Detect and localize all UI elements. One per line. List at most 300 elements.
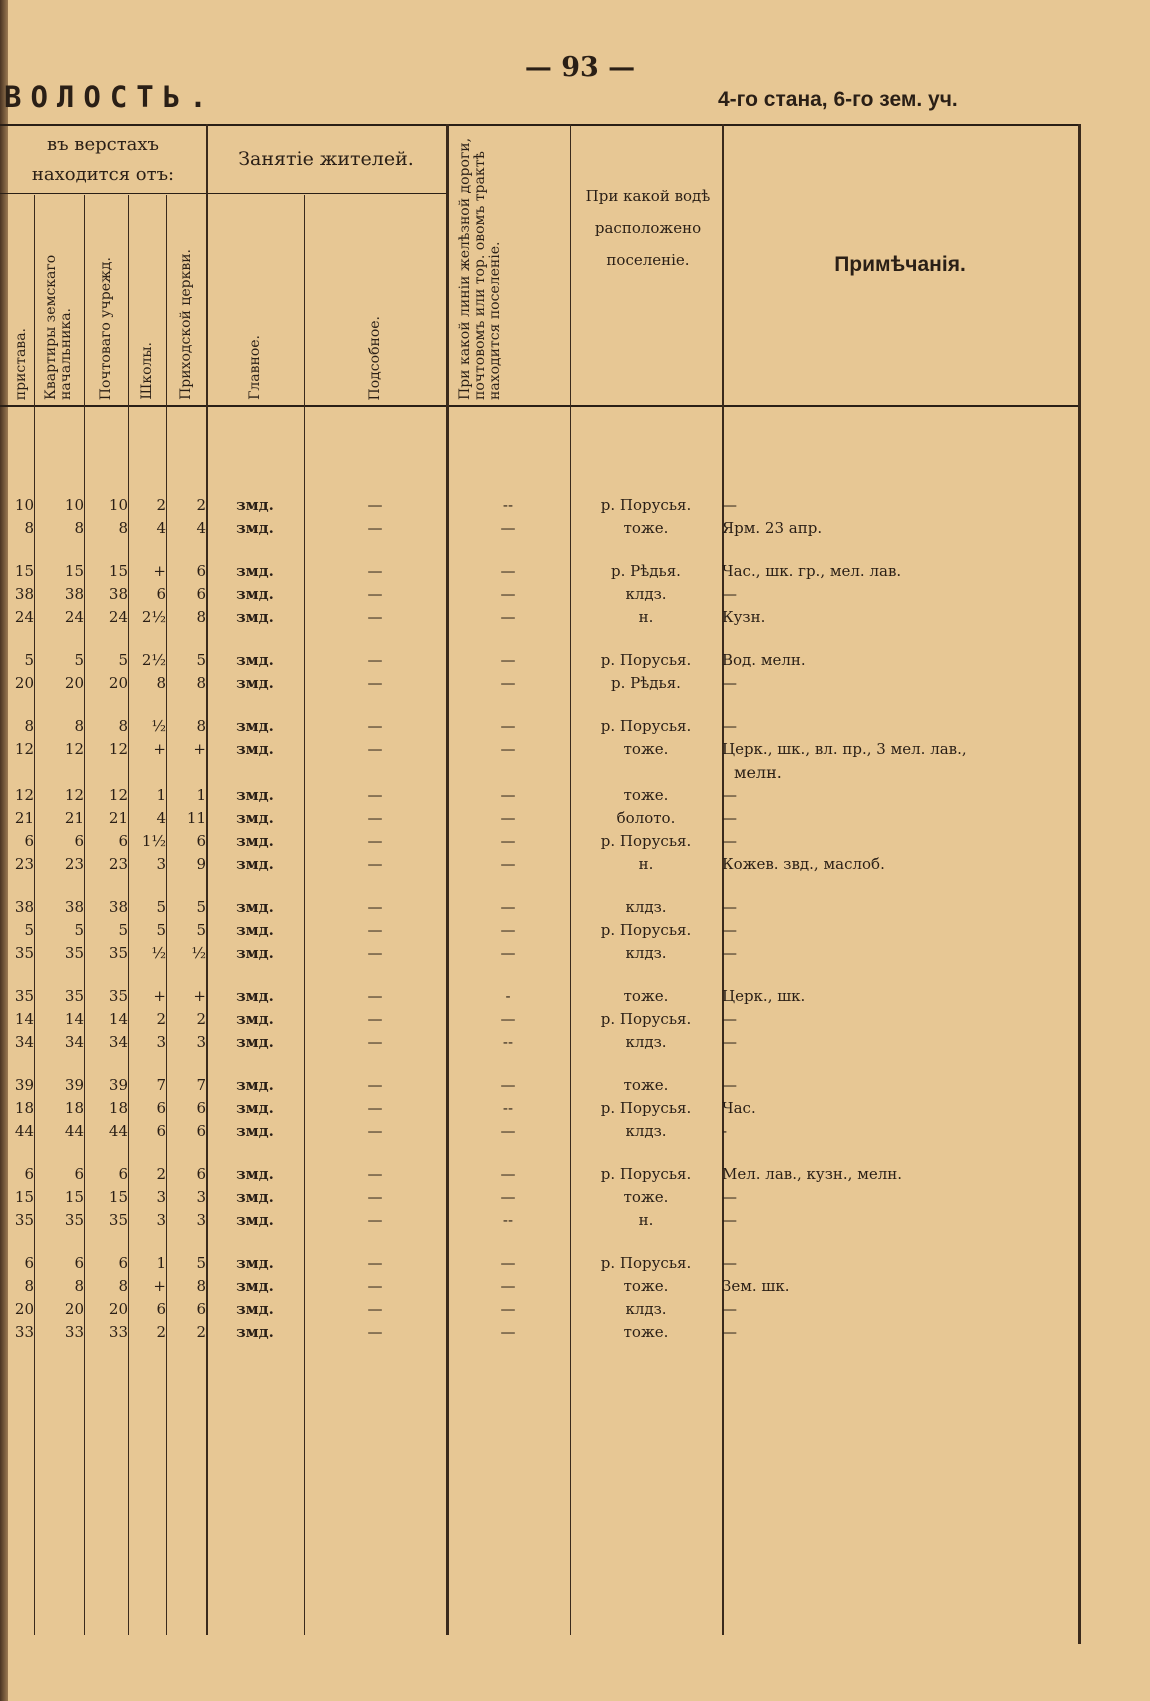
table-gap-row <box>0 1232 1078 1252</box>
main-occupation: змд. <box>236 740 274 758</box>
water-body: р. Порусья. <box>600 1165 692 1183</box>
table-gap-row <box>0 965 1078 985</box>
railway-route: — <box>500 674 516 692</box>
notes-cell: - <box>722 1122 728 1140</box>
zemsky-distance: 35 <box>64 987 84 1005</box>
main-occupation: змд. <box>236 1300 274 1318</box>
notes-cell: — <box>722 832 737 850</box>
notes-cell: Церк., шк. <box>722 987 806 1005</box>
pristav-header: пристава. <box>12 327 29 400</box>
notes-cell: Час., шк. гр., мел. лав. <box>722 562 902 580</box>
notes-cell: — <box>722 809 737 827</box>
school-distance: ½ <box>151 717 166 735</box>
main-occupation: змд. <box>236 1099 274 1117</box>
school-distance: ½ <box>151 944 166 962</box>
main-occupation: змд. <box>236 674 274 692</box>
railway-route: — <box>500 809 516 827</box>
table-row <box>0 942 1078 965</box>
table-row <box>0 784 1078 807</box>
water-body: р. Порусья. <box>600 651 692 669</box>
pristav-distance: 8 <box>24 717 34 735</box>
table-row <box>0 1298 1078 1321</box>
table-row <box>0 517 1078 540</box>
school-distance: 3 <box>156 855 166 873</box>
aux-occupation: — <box>367 562 383 580</box>
aux-occupation: — <box>367 1254 383 1272</box>
school-distance: 7 <box>156 1076 166 1094</box>
table-row <box>0 985 1078 1008</box>
church-distance: 6 <box>196 1122 206 1140</box>
aux-occupation: — <box>367 496 383 514</box>
pristav-distance: 6 <box>24 1165 34 1183</box>
railway-route: — <box>500 1323 516 1341</box>
school-distance: + <box>153 1277 166 1295</box>
pristav-distance: 12 <box>14 740 34 758</box>
main-occupation: змд. <box>236 809 274 827</box>
water-body: р. Порусья. <box>600 1010 692 1028</box>
post-distance: 14 <box>108 1010 128 1028</box>
header-bottom-rule <box>0 405 1078 407</box>
aux-occupation: — <box>367 585 383 603</box>
aux-occupation: — <box>367 809 383 827</box>
aux-occupation: — <box>367 1211 383 1229</box>
school-distance: 5 <box>156 921 166 939</box>
post-distance: 21 <box>108 809 128 827</box>
zemsky-distance: 14 <box>64 1010 84 1028</box>
pristav-distance: 10 <box>14 496 34 514</box>
table-row <box>0 1097 1078 1120</box>
church-distance: 3 <box>196 1211 206 1229</box>
table-row <box>0 1252 1078 1275</box>
pristav-distance: 14 <box>14 1010 34 1028</box>
notes-cell: — <box>722 898 737 916</box>
distance-group-rule <box>0 193 206 194</box>
header-top-rule <box>0 124 1078 126</box>
church-distance: 8 <box>196 674 206 692</box>
main-occupation: змд. <box>236 1323 274 1341</box>
main-occupation: змд. <box>236 585 274 603</box>
post-distance: 38 <box>108 898 128 916</box>
notes-cell: — <box>722 585 737 603</box>
railway-route: — <box>500 921 516 939</box>
railway-route: -- <box>502 1033 514 1051</box>
main-occupation: змд. <box>236 1122 274 1140</box>
pristav-distance: 33 <box>14 1323 34 1341</box>
railway-route: — <box>500 1122 516 1140</box>
water-body: р. Рѣдья. <box>611 674 681 692</box>
church-distance: 8 <box>196 1277 206 1295</box>
church-distance: 9 <box>196 855 206 873</box>
main-occupation: змд. <box>236 1033 274 1051</box>
church-distance: 5 <box>196 898 206 916</box>
church-distance: 1 <box>196 786 206 804</box>
zemsky-distance: 15 <box>64 562 84 580</box>
zemsky-distance: 35 <box>64 944 84 962</box>
table-row <box>0 560 1078 583</box>
occupation-header: Занятіе жителей. <box>238 148 414 170</box>
railway-route: — <box>500 1277 516 1295</box>
table-row <box>0 853 1078 876</box>
distance-group-header: въ верстахъ находится отъ: <box>31 134 175 185</box>
church-distance: + <box>193 987 206 1005</box>
water-body: тоже. <box>623 1188 669 1206</box>
notes-cell: — <box>722 674 737 692</box>
pristav-distance: 35 <box>14 1211 34 1229</box>
church-header: Приходской церкви. <box>177 249 194 400</box>
water-body: р. Порусья. <box>600 832 692 850</box>
zemsky-distance: 18 <box>64 1099 84 1117</box>
post-distance: 8 <box>118 1277 128 1295</box>
zemsky-distance: 15 <box>64 1188 84 1206</box>
railway-route: — <box>500 786 516 804</box>
water-body: тоже. <box>623 987 669 1005</box>
school-distance: 2 <box>156 496 166 514</box>
zemsky-distance: 33 <box>64 1323 84 1341</box>
zemsky-distance: 8 <box>74 1277 84 1295</box>
school-distance: 2½ <box>141 651 166 669</box>
empty-cell <box>0 761 722 784</box>
railway-route: — <box>500 1188 516 1206</box>
water-body: тоже. <box>623 740 669 758</box>
aux-occupation: — <box>367 1076 383 1094</box>
school-distance: 1½ <box>141 832 166 850</box>
pristav-distance: 35 <box>14 987 34 1005</box>
post-distance: 39 <box>108 1076 128 1094</box>
water-body: р. Порусья. <box>600 496 692 514</box>
main-occupation: змд. <box>236 1211 274 1229</box>
pristav-distance: 39 <box>14 1076 34 1094</box>
school-distance: 1 <box>156 786 166 804</box>
aux-occupation: — <box>367 944 383 962</box>
table-gap-row <box>0 1143 1078 1163</box>
aux-occupation: — <box>367 1099 383 1117</box>
aux-occupation: — <box>367 1165 383 1183</box>
water-body: р. Порусья. <box>600 717 692 735</box>
pristav-distance: 8 <box>24 519 34 537</box>
pristav-distance: 6 <box>24 1254 34 1272</box>
railway-route: — <box>500 1076 516 1094</box>
church-distance: 6 <box>196 1099 206 1117</box>
pristav-distance: 6 <box>24 832 34 850</box>
railway-route: — <box>500 585 516 603</box>
gap-cell <box>0 1143 1078 1163</box>
railway-route: -- <box>502 1211 514 1229</box>
table-continuation-row <box>0 761 1078 784</box>
school-distance: 6 <box>156 585 166 603</box>
notes-cell: — <box>722 944 737 962</box>
water-body: тоже. <box>623 1277 669 1295</box>
school-distance: + <box>153 562 166 580</box>
notes-cell: — <box>722 786 737 804</box>
table-row <box>0 1275 1078 1298</box>
church-distance: 2 <box>196 1010 206 1028</box>
main-occupation: змд. <box>236 944 274 962</box>
table-gap-row <box>0 695 1078 715</box>
church-distance: 5 <box>196 921 206 939</box>
aux-occupation: — <box>367 1277 383 1295</box>
table-row <box>0 606 1078 629</box>
aux-occupation: — <box>367 1300 383 1318</box>
notes-cell: Ярм. 23 апр. <box>722 519 823 537</box>
church-distance: 6 <box>196 1165 206 1183</box>
table-row <box>0 649 1078 672</box>
gap-cell <box>0 629 1078 649</box>
main-occupation: змд. <box>236 1076 274 1094</box>
table-row <box>0 1186 1078 1209</box>
table-gap-row <box>0 1054 1078 1074</box>
water-body: клдз. <box>625 1033 667 1051</box>
water-body: клдз. <box>625 1122 667 1140</box>
church-distance: 5 <box>196 1254 206 1272</box>
church-distance: 3 <box>196 1033 206 1051</box>
aux-occupation: — <box>367 987 383 1005</box>
col-line-right <box>1078 124 1081 1644</box>
pristav-distance: 20 <box>14 1300 34 1318</box>
water-header: При какой водѣ расположено поселеніе. <box>585 187 711 269</box>
pristav-distance: 15 <box>14 1188 34 1206</box>
zemsky-distance: 10 <box>64 496 84 514</box>
zemsky-distance: 34 <box>64 1033 84 1051</box>
table-row <box>0 896 1078 919</box>
post-distance: 44 <box>108 1122 128 1140</box>
aux-occupation: — <box>367 1188 383 1206</box>
railway-route: — <box>500 1254 516 1272</box>
main-occupation: змд. <box>236 898 274 916</box>
aux-occupation: — <box>367 1033 383 1051</box>
zemsky-distance: 38 <box>64 585 84 603</box>
table-row <box>0 1031 1078 1054</box>
railway-route: -- <box>502 1099 514 1117</box>
pristav-distance: 38 <box>14 898 34 916</box>
pristav-distance: 34 <box>14 1033 34 1051</box>
church-distance: ½ <box>191 944 206 962</box>
school-distance: 2 <box>156 1010 166 1028</box>
school-distance: 6 <box>156 1122 166 1140</box>
school-distance: + <box>153 740 166 758</box>
water-body: клдз. <box>625 585 667 603</box>
table-row <box>0 738 1078 761</box>
school-distance: 5 <box>156 898 166 916</box>
railway-route: -- <box>502 496 514 514</box>
church-distance: 8 <box>196 717 206 735</box>
water-body: тоже. <box>623 519 669 537</box>
pristav-distance: 38 <box>14 585 34 603</box>
notes-cell: Час. <box>722 1099 756 1117</box>
railway-route: — <box>500 519 516 537</box>
water-body: н. <box>638 855 654 873</box>
church-distance: 11 <box>186 809 206 827</box>
zemsky-distance: 8 <box>74 717 84 735</box>
school-distance: 6 <box>156 1300 166 1318</box>
main-occupation: змд. <box>236 496 274 514</box>
page-number: — 93 — <box>524 52 636 83</box>
railway-route: — <box>500 717 516 735</box>
aux-occupation: — <box>367 651 383 669</box>
main-occupation: змд. <box>236 651 274 669</box>
notes-cell: — <box>722 1211 737 1229</box>
aux-occupation: — <box>367 786 383 804</box>
gap-cell <box>0 1054 1078 1074</box>
school-distance: 3 <box>156 1033 166 1051</box>
notes-cell: — <box>722 1010 737 1028</box>
gap-cell <box>0 695 1078 715</box>
table-gap-row <box>0 629 1078 649</box>
settlements-table <box>0 494 1078 1344</box>
notes-cell: — <box>722 1300 737 1318</box>
main-occupation: змд. <box>236 717 274 735</box>
railway-route: — <box>500 832 516 850</box>
aux-occupation: — <box>367 921 383 939</box>
post-distance: 18 <box>108 1099 128 1117</box>
post-distance: 5 <box>118 921 128 939</box>
church-distance: 3 <box>196 1188 206 1206</box>
school-header: Школы. <box>138 342 155 400</box>
main-occupation-header: Главное. <box>246 335 263 400</box>
post-distance: 33 <box>108 1323 128 1341</box>
church-distance: 6 <box>196 832 206 850</box>
railway-route: - <box>505 987 511 1005</box>
table-gap-row <box>0 540 1078 560</box>
school-distance: 1 <box>156 1254 166 1272</box>
zemsky-distance: 5 <box>74 921 84 939</box>
school-distance: 6 <box>156 1099 166 1117</box>
water-body: клдз. <box>625 898 667 916</box>
water-body: н. <box>638 1211 654 1229</box>
table-row <box>0 1008 1078 1031</box>
post-distance: 6 <box>118 1254 128 1272</box>
zemsky-distance: 23 <box>64 855 84 873</box>
aux-occupation: — <box>367 1323 383 1341</box>
main-occupation: змд. <box>236 832 274 850</box>
table-row <box>0 494 1078 517</box>
pristav-distance: 5 <box>24 651 34 669</box>
railway-header: При какой линіи желѣзной дороги, почтовомъ или тор. овомъ трактѣ находится поселеніе. <box>457 137 503 400</box>
main-occupation: змд. <box>236 855 274 873</box>
zemsky-distance: 12 <box>64 740 84 758</box>
church-distance: 6 <box>196 585 206 603</box>
aux-occupation: — <box>367 740 383 758</box>
occupation-group-rule <box>206 193 446 194</box>
table-row <box>0 1120 1078 1143</box>
notes-continuation: мелн. <box>734 763 782 782</box>
church-distance: 7 <box>196 1076 206 1094</box>
railway-route: — <box>500 1300 516 1318</box>
table-row <box>0 1209 1078 1232</box>
post-distance: 23 <box>108 855 128 873</box>
gap-cell <box>0 540 1078 560</box>
water-body: клдз. <box>625 1300 667 1318</box>
notes-cell: Кожев. звд., маслоб. <box>722 855 885 873</box>
post-distance: 8 <box>118 519 128 537</box>
church-distance: 6 <box>196 562 206 580</box>
zemsky-header: Квартиры земскаго начальника. <box>43 254 74 400</box>
table-row <box>0 1163 1078 1186</box>
pristav-distance: 18 <box>14 1099 34 1117</box>
zemsky-distance: 44 <box>64 1122 84 1140</box>
notes-cell: — <box>722 496 737 514</box>
zemsky-distance: 12 <box>64 786 84 804</box>
table-row <box>0 919 1078 942</box>
pristav-distance: 24 <box>14 608 34 626</box>
water-body: тоже. <box>623 1076 669 1094</box>
main-occupation: змд. <box>236 608 274 626</box>
water-body: р. Порусья. <box>600 1099 692 1117</box>
main-occupation: змд. <box>236 1277 274 1295</box>
church-distance: 5 <box>196 651 206 669</box>
zemsky-distance: 5 <box>74 651 84 669</box>
notes-cell: — <box>722 921 737 939</box>
school-distance: 3 <box>156 1188 166 1206</box>
aux-occupation: — <box>367 898 383 916</box>
zemsky-distance: 39 <box>64 1076 84 1094</box>
water-body: р. Порусья. <box>600 921 692 939</box>
post-distance: 20 <box>108 1300 128 1318</box>
zemsky-distance: 21 <box>64 809 84 827</box>
gap-cell <box>0 965 1078 985</box>
table-row <box>0 807 1078 830</box>
zemsky-distance: 35 <box>64 1211 84 1229</box>
main-occupation: змд. <box>236 1165 274 1183</box>
school-distance: 2 <box>156 1323 166 1341</box>
post-distance: 12 <box>108 740 128 758</box>
main-occupation: змд. <box>236 1010 274 1028</box>
water-body: тоже. <box>623 1323 669 1341</box>
aux-occupation: — <box>367 1122 383 1140</box>
aux-occupation: — <box>367 1010 383 1028</box>
main-occupation: змд. <box>236 562 274 580</box>
water-body: р. Рѣдья. <box>611 562 681 580</box>
water-body: тоже. <box>623 786 669 804</box>
main-occupation: змд. <box>236 1254 274 1272</box>
gap-cell <box>0 876 1078 896</box>
notes-cell: — <box>722 1033 737 1051</box>
notes-cell: — <box>722 1076 737 1094</box>
main-occupation: змд. <box>236 786 274 804</box>
pristav-distance: 8 <box>24 1277 34 1295</box>
railway-route: — <box>500 855 516 873</box>
main-occupation: змд. <box>236 1188 274 1206</box>
water-body: н. <box>638 608 654 626</box>
water-body: клдз. <box>625 944 667 962</box>
water-body: болото. <box>616 809 676 827</box>
main-occupation: змд. <box>236 921 274 939</box>
railway-route: — <box>500 898 516 916</box>
post-distance: 15 <box>108 562 128 580</box>
school-distance: 2 <box>156 1165 166 1183</box>
aux-occupation: — <box>367 855 383 873</box>
aux-occupation-header: Подсобное. <box>366 315 383 400</box>
post-header: Почтоваго учрежд. <box>97 256 114 400</box>
post-distance: 38 <box>108 585 128 603</box>
church-distance: 2 <box>196 496 206 514</box>
railway-route: — <box>500 608 516 626</box>
post-distance: 6 <box>118 1165 128 1183</box>
aux-occupation: — <box>367 608 383 626</box>
gap-cell <box>0 1232 1078 1252</box>
aux-occupation: — <box>367 717 383 735</box>
post-distance: 35 <box>108 987 128 1005</box>
railway-route: — <box>500 562 516 580</box>
church-distance: 6 <box>196 1300 206 1318</box>
pristav-distance: 5 <box>24 921 34 939</box>
pristav-distance: 35 <box>14 944 34 962</box>
post-distance: 12 <box>108 786 128 804</box>
pristav-distance: 20 <box>14 674 34 692</box>
church-distance: 4 <box>196 519 206 537</box>
pristav-distance: 15 <box>14 562 34 580</box>
zemsky-distance: 6 <box>74 832 84 850</box>
notes-cell: — <box>722 717 737 735</box>
